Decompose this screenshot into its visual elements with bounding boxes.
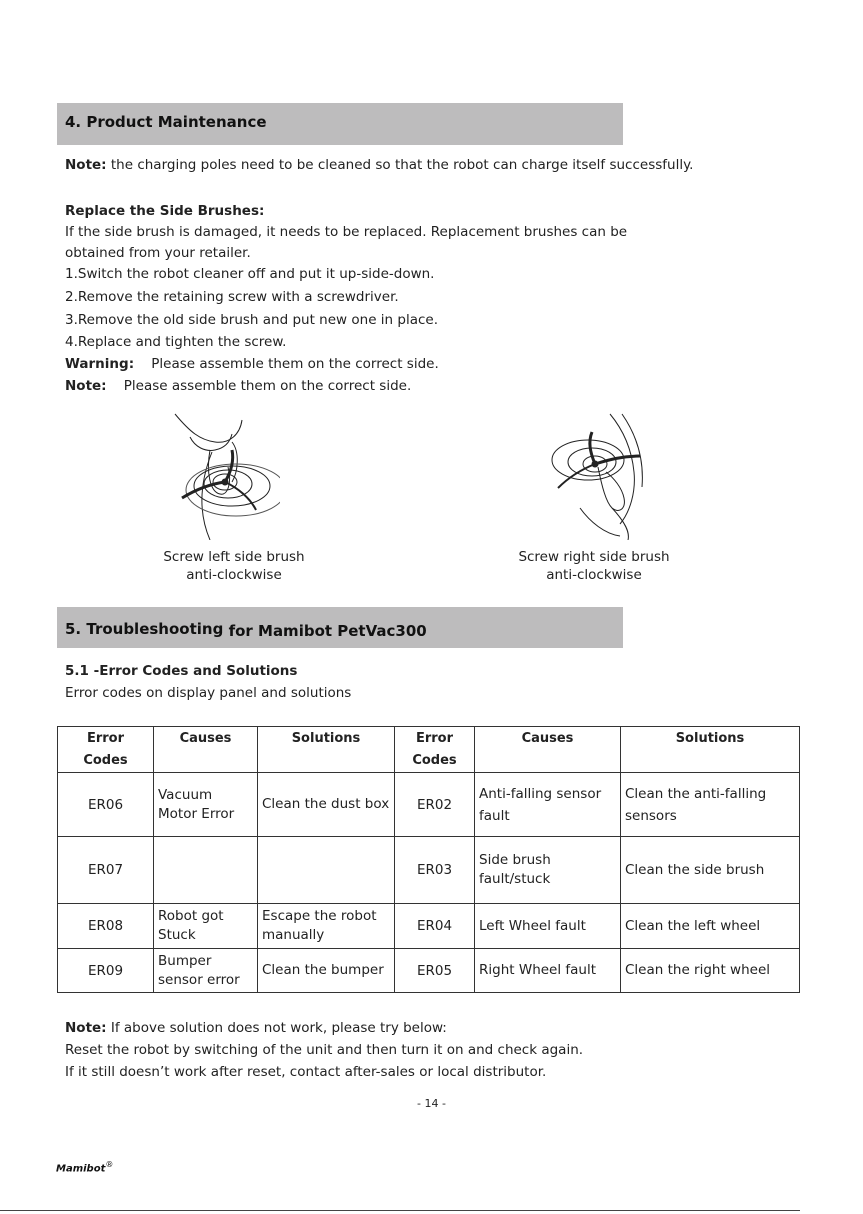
section-title-troubleshooting bbox=[65, 620, 427, 638]
bottom-note-line-2: Reset the robot by switching of the unit and then turn it on and check again. bbox=[65, 1042, 584, 1058]
note-label: Note: bbox=[65, 157, 107, 173]
left-brush-illustration bbox=[170, 412, 280, 540]
troubleshooting-title-part-a: 5. Troubleshooting bbox=[65, 620, 224, 638]
solution-cell: Clean the bumper bbox=[258, 949, 395, 993]
step-3: 3.Remove the old side brush and put new one in place. bbox=[65, 312, 438, 328]
cause-cell: Side brush fault/stuck bbox=[475, 837, 621, 904]
step-4: 4.Replace and tighten the screw. bbox=[65, 334, 287, 350]
side-brush-heading: Replace the Side Brushes: bbox=[65, 203, 265, 219]
header-solutions-right: Solutions bbox=[621, 727, 800, 773]
table-row bbox=[58, 773, 800, 837]
footer-rule bbox=[0, 1210, 800, 1211]
charging-note bbox=[65, 155, 693, 176]
note-text: the charging poles need to be cleaned so that the robot can charge itself successfully. bbox=[106, 157, 694, 173]
code-cell: ER09 bbox=[58, 949, 154, 993]
table-row bbox=[58, 904, 800, 949]
cause-cell: Robot got Stuck bbox=[154, 904, 258, 949]
warning-line bbox=[65, 354, 439, 375]
cause-cell: Anti-falling sensor fault bbox=[475, 773, 621, 837]
note2-line bbox=[65, 376, 411, 397]
section-banner-maintenance bbox=[57, 103, 623, 145]
header-causes-right: Causes bbox=[475, 727, 621, 773]
solution-cell: Clean the side brush bbox=[621, 837, 800, 904]
warning-text: Please assemble them on the correct side. bbox=[151, 356, 439, 372]
right-brush-illustration bbox=[550, 412, 660, 540]
header-error-codes-right: Error Codes bbox=[395, 727, 475, 773]
right-figure-caption bbox=[505, 548, 683, 584]
solution-cell: Escape the robot manually bbox=[258, 904, 395, 949]
error-codes-subtext: Error codes on display panel and solutions bbox=[65, 685, 352, 701]
left-figure-caption bbox=[150, 548, 318, 584]
code-cell: ER07 bbox=[58, 837, 154, 904]
code-cell: ER03 bbox=[395, 837, 475, 904]
brand-name: Mamibot bbox=[56, 1163, 106, 1175]
step-2: 2.Remove the retaining screw with a screwdriver. bbox=[65, 289, 399, 305]
table-row bbox=[58, 837, 800, 904]
troubleshooting-title-part-b: for Mamibot PetVac300 bbox=[228, 622, 427, 640]
cause-cell: Left Wheel fault bbox=[475, 904, 621, 949]
cause-cell: Bumper sensor error bbox=[154, 949, 258, 993]
table-row bbox=[58, 949, 800, 993]
solution-cell: Clean the left wheel bbox=[621, 904, 800, 949]
section-title-maintenance: 4. Product Maintenance bbox=[65, 113, 267, 131]
error-code-table bbox=[57, 726, 800, 993]
right-caption-line-1: Screw right side brush bbox=[518, 549, 670, 565]
bottom-note-label: Note: bbox=[65, 1020, 107, 1036]
step-1: 1.Switch the robot cleaner off and put it up-side-down. bbox=[65, 266, 435, 282]
header-solutions-left: Solutions bbox=[258, 727, 395, 773]
code-cell: ER08 bbox=[58, 904, 154, 949]
cause-cell: Vacuum Motor Error bbox=[154, 773, 258, 837]
solution-cell bbox=[258, 837, 395, 904]
cause-cell bbox=[154, 837, 258, 904]
left-caption-line-2: anti-clockwise bbox=[186, 567, 282, 583]
cause-cell: Right Wheel fault bbox=[475, 949, 621, 993]
bottom-note-line-3: If it still doesn’t work after reset, contact after-sales or local distributor. bbox=[65, 1064, 547, 1080]
bottom-note-text: If above solution does not work, please try below: bbox=[106, 1020, 447, 1036]
table-header-row bbox=[58, 727, 800, 773]
brand-mark: ® bbox=[105, 1160, 114, 1169]
error-codes-subheading: 5.1 -Error Codes and Solutions bbox=[65, 663, 298, 679]
intro-line-1: If the side brush is damaged, it needs to be replaced. Replacement brushes can be bbox=[65, 224, 628, 240]
note2-text: Please assemble them on the correct side. bbox=[123, 378, 412, 394]
brand-logo bbox=[56, 1160, 113, 1174]
warning-label: Warning: bbox=[65, 356, 135, 372]
left-caption-line-1: Screw left side brush bbox=[163, 549, 305, 565]
intro-line-2: obtained from your retailer. bbox=[65, 245, 251, 261]
code-cell: ER05 bbox=[395, 949, 475, 993]
page-number: - 14 - bbox=[417, 1097, 446, 1110]
solution-cell: Clean the right wheel bbox=[621, 949, 800, 993]
section-banner-troubleshooting bbox=[57, 607, 623, 648]
right-caption-line-2: anti-clockwise bbox=[546, 567, 642, 583]
note2-label: Note: bbox=[65, 378, 107, 394]
code-cell: ER04 bbox=[395, 904, 475, 949]
code-cell: ER06 bbox=[58, 773, 154, 837]
header-error-codes-left: Error Codes bbox=[58, 727, 154, 773]
code-cell: ER02 bbox=[395, 773, 475, 837]
bottom-note-line-1 bbox=[65, 1018, 447, 1039]
header-causes-left: Causes bbox=[154, 727, 258, 773]
solution-cell: Clean the anti-falling sensors bbox=[621, 773, 800, 837]
solution-cell: Clean the dust box bbox=[258, 773, 395, 837]
